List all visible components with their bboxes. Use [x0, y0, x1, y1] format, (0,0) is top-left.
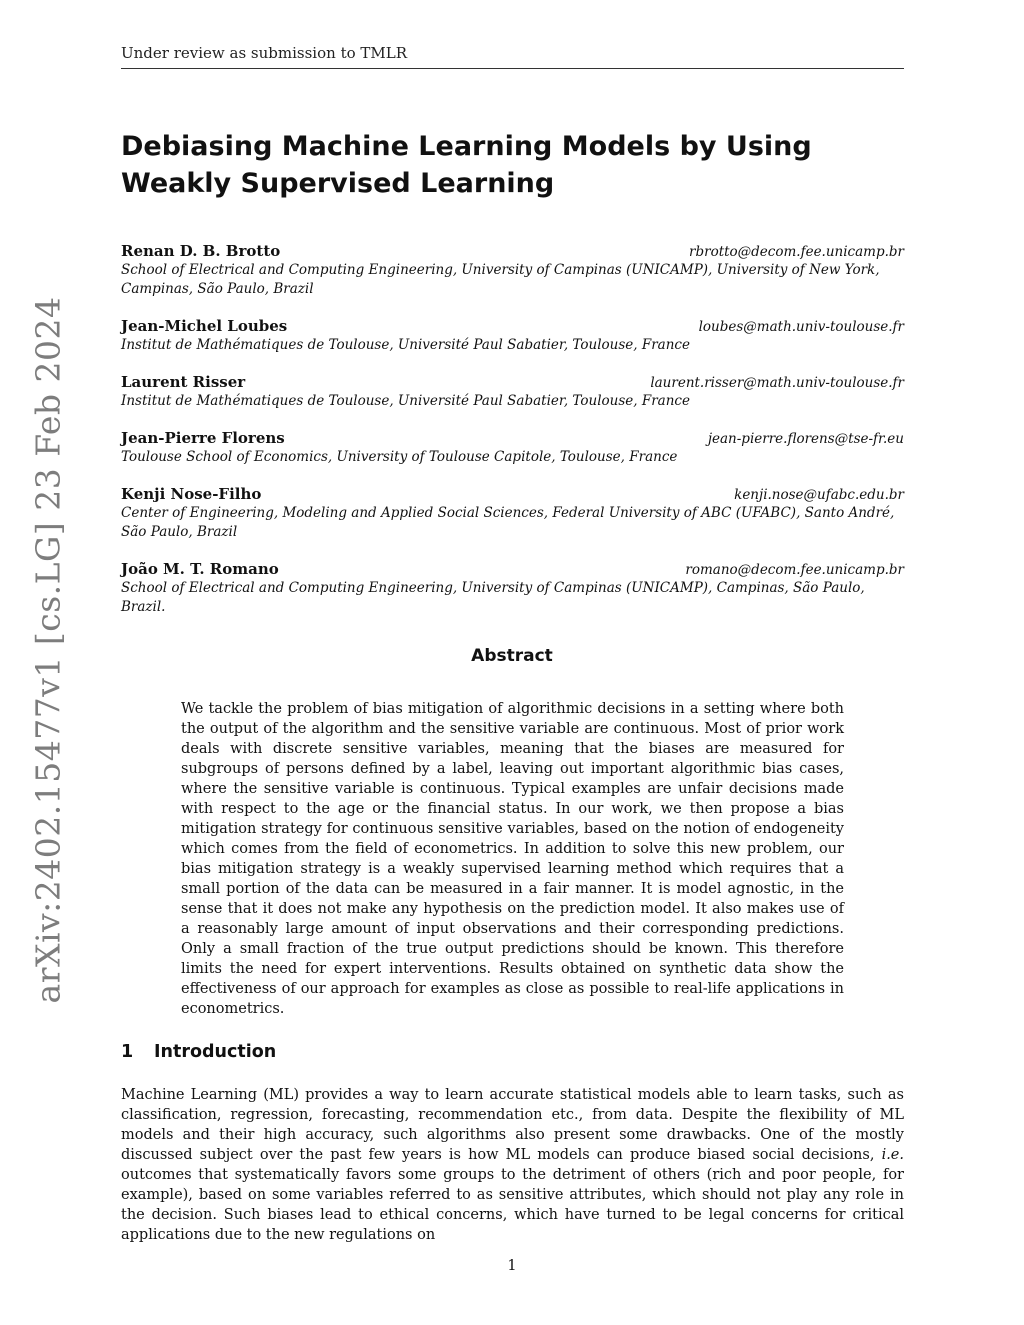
author-email: kenji.nose@ufabc.edu.br	[734, 487, 904, 503]
author-email: loubes@math.univ-toulouse.fr	[698, 319, 904, 335]
intro-text-part: outcomes that systematically favors some groups to the detriment of others (rich and poor people, for example), based on some variables referred to as sensitive attributes, which should not play any role in the decision. Such biases lead to ethical concerns, which have turned to be legal concerns for critical applications due to the new regulations on	[121, 1167, 904, 1243]
author-list	[121, 242, 904, 616]
section-number: 1	[121, 1042, 134, 1062]
author-block	[121, 317, 904, 373]
author-name: João M. T. Romano	[121, 560, 279, 578]
author-name: Jean-Pierre Florens	[121, 429, 285, 447]
author-name: Laurent Risser	[121, 373, 246, 391]
author-affiliation: Institut de Mathématiques de Toulouse, Université Paul Sabatier, Toulouse, France	[121, 393, 690, 409]
paper-title: Debiasing Machine Learning Models by Using Weakly Supervised Learning	[121, 131, 812, 199]
author-block	[121, 429, 904, 485]
author-email: jean-pierre.florens@tse-fr.eu	[707, 431, 904, 447]
section-heading	[121, 1042, 276, 1062]
intro-emphasis: i.e.	[881, 1147, 904, 1163]
abstract-text: We tackle the problem of bias mitigation of algorithmic decisions in a setting where both the output of the algorithm and the sensitive variable are continuous. Most of prior work deals with discrete sensitive variables, meaning that the biases are measured for subgroups of persons defined by a label, leaving out important algorithmic bias cases, where the sensitive variable is continuous. Typical examples are unfair decisions made with respect to the age or the financial status. In our work, we then propose a bias mitigation strategy for continuous sensitive variables, based on the notion of endogeneity which comes from the field of econometrics. In addition to solve this new problem, our bias mitigation strategy is a weakly supervised learning method which requires that a small portion of the data can be measured in a fair manner. It is model agnostic, in the sense that it does not make any hypothesis on the prediction model. It also makes use of a reasonably large amount of input observations and their corresponding predictions. Only a small fraction of the true output predictions should be known. This therefore limits the need for expert interventions. Results obtained on synthetic data show the effectiveness of our approach for examples as close as possible to real-life applications in econometrics.	[181, 701, 844, 1017]
section-title: Introduction	[154, 1042, 277, 1062]
author-affiliation: Toulouse School of Economics, University of Toulouse Capitole, Toulouse, France	[121, 449, 678, 465]
page-number: 1	[507, 1258, 517, 1274]
author-name: Jean-Michel Loubes	[121, 317, 288, 335]
running-header: Under review as submission to TMLR	[121, 44, 904, 69]
abstract-heading: Abstract	[471, 646, 553, 666]
author-email: laurent.risser@math.univ-toulouse.fr	[650, 375, 904, 391]
intro-text-part: Machine Learning (ML) provides a way to learn accurate statistical models able to learn tasks, such as classification, regression, forecasting, recommendation etc., from data. Despite the flexibility of ML models and their high accuracy, such algorithms also present some drawbacks. One of the mostly discussed subject over the past few years is how ML models can produce biased social decisions,	[121, 1087, 904, 1163]
intro-paragraph	[121, 1085, 904, 1245]
author-name: Kenji Nose-Filho	[121, 485, 262, 503]
author-affiliation: Center of Engineering, Modeling and Applied Social Sciences, Federal University of ABC (UFABC), Santo André, São Paulo, Brazil	[121, 505, 895, 540]
author-affiliation: Institut de Mathématiques de Toulouse, Université Paul Sabatier, Toulouse, France	[121, 337, 690, 353]
author-name: Renan D. B. Brotto	[121, 242, 281, 260]
author-affiliation: School of Electrical and Computing Engineering, University of Campinas (UNICAMP), Campinas, São Paulo, Brazil.	[121, 580, 865, 615]
author-block	[121, 560, 904, 616]
author-affiliation: School of Electrical and Computing Engineering, University of Campinas (UNICAMP), University of New York, Campinas, São Paulo, Brazil	[121, 262, 880, 297]
author-email: romano@decom.fee.unicamp.br	[685, 562, 904, 578]
author-block	[121, 485, 904, 560]
arxiv-identifier: arXiv:2402.15477v1 [cs.LG] 23 Feb 2024	[28, 296, 68, 1004]
author-email: rbrotto@decom.fee.unicamp.br	[689, 244, 904, 260]
author-block	[121, 373, 904, 429]
author-block	[121, 242, 904, 317]
